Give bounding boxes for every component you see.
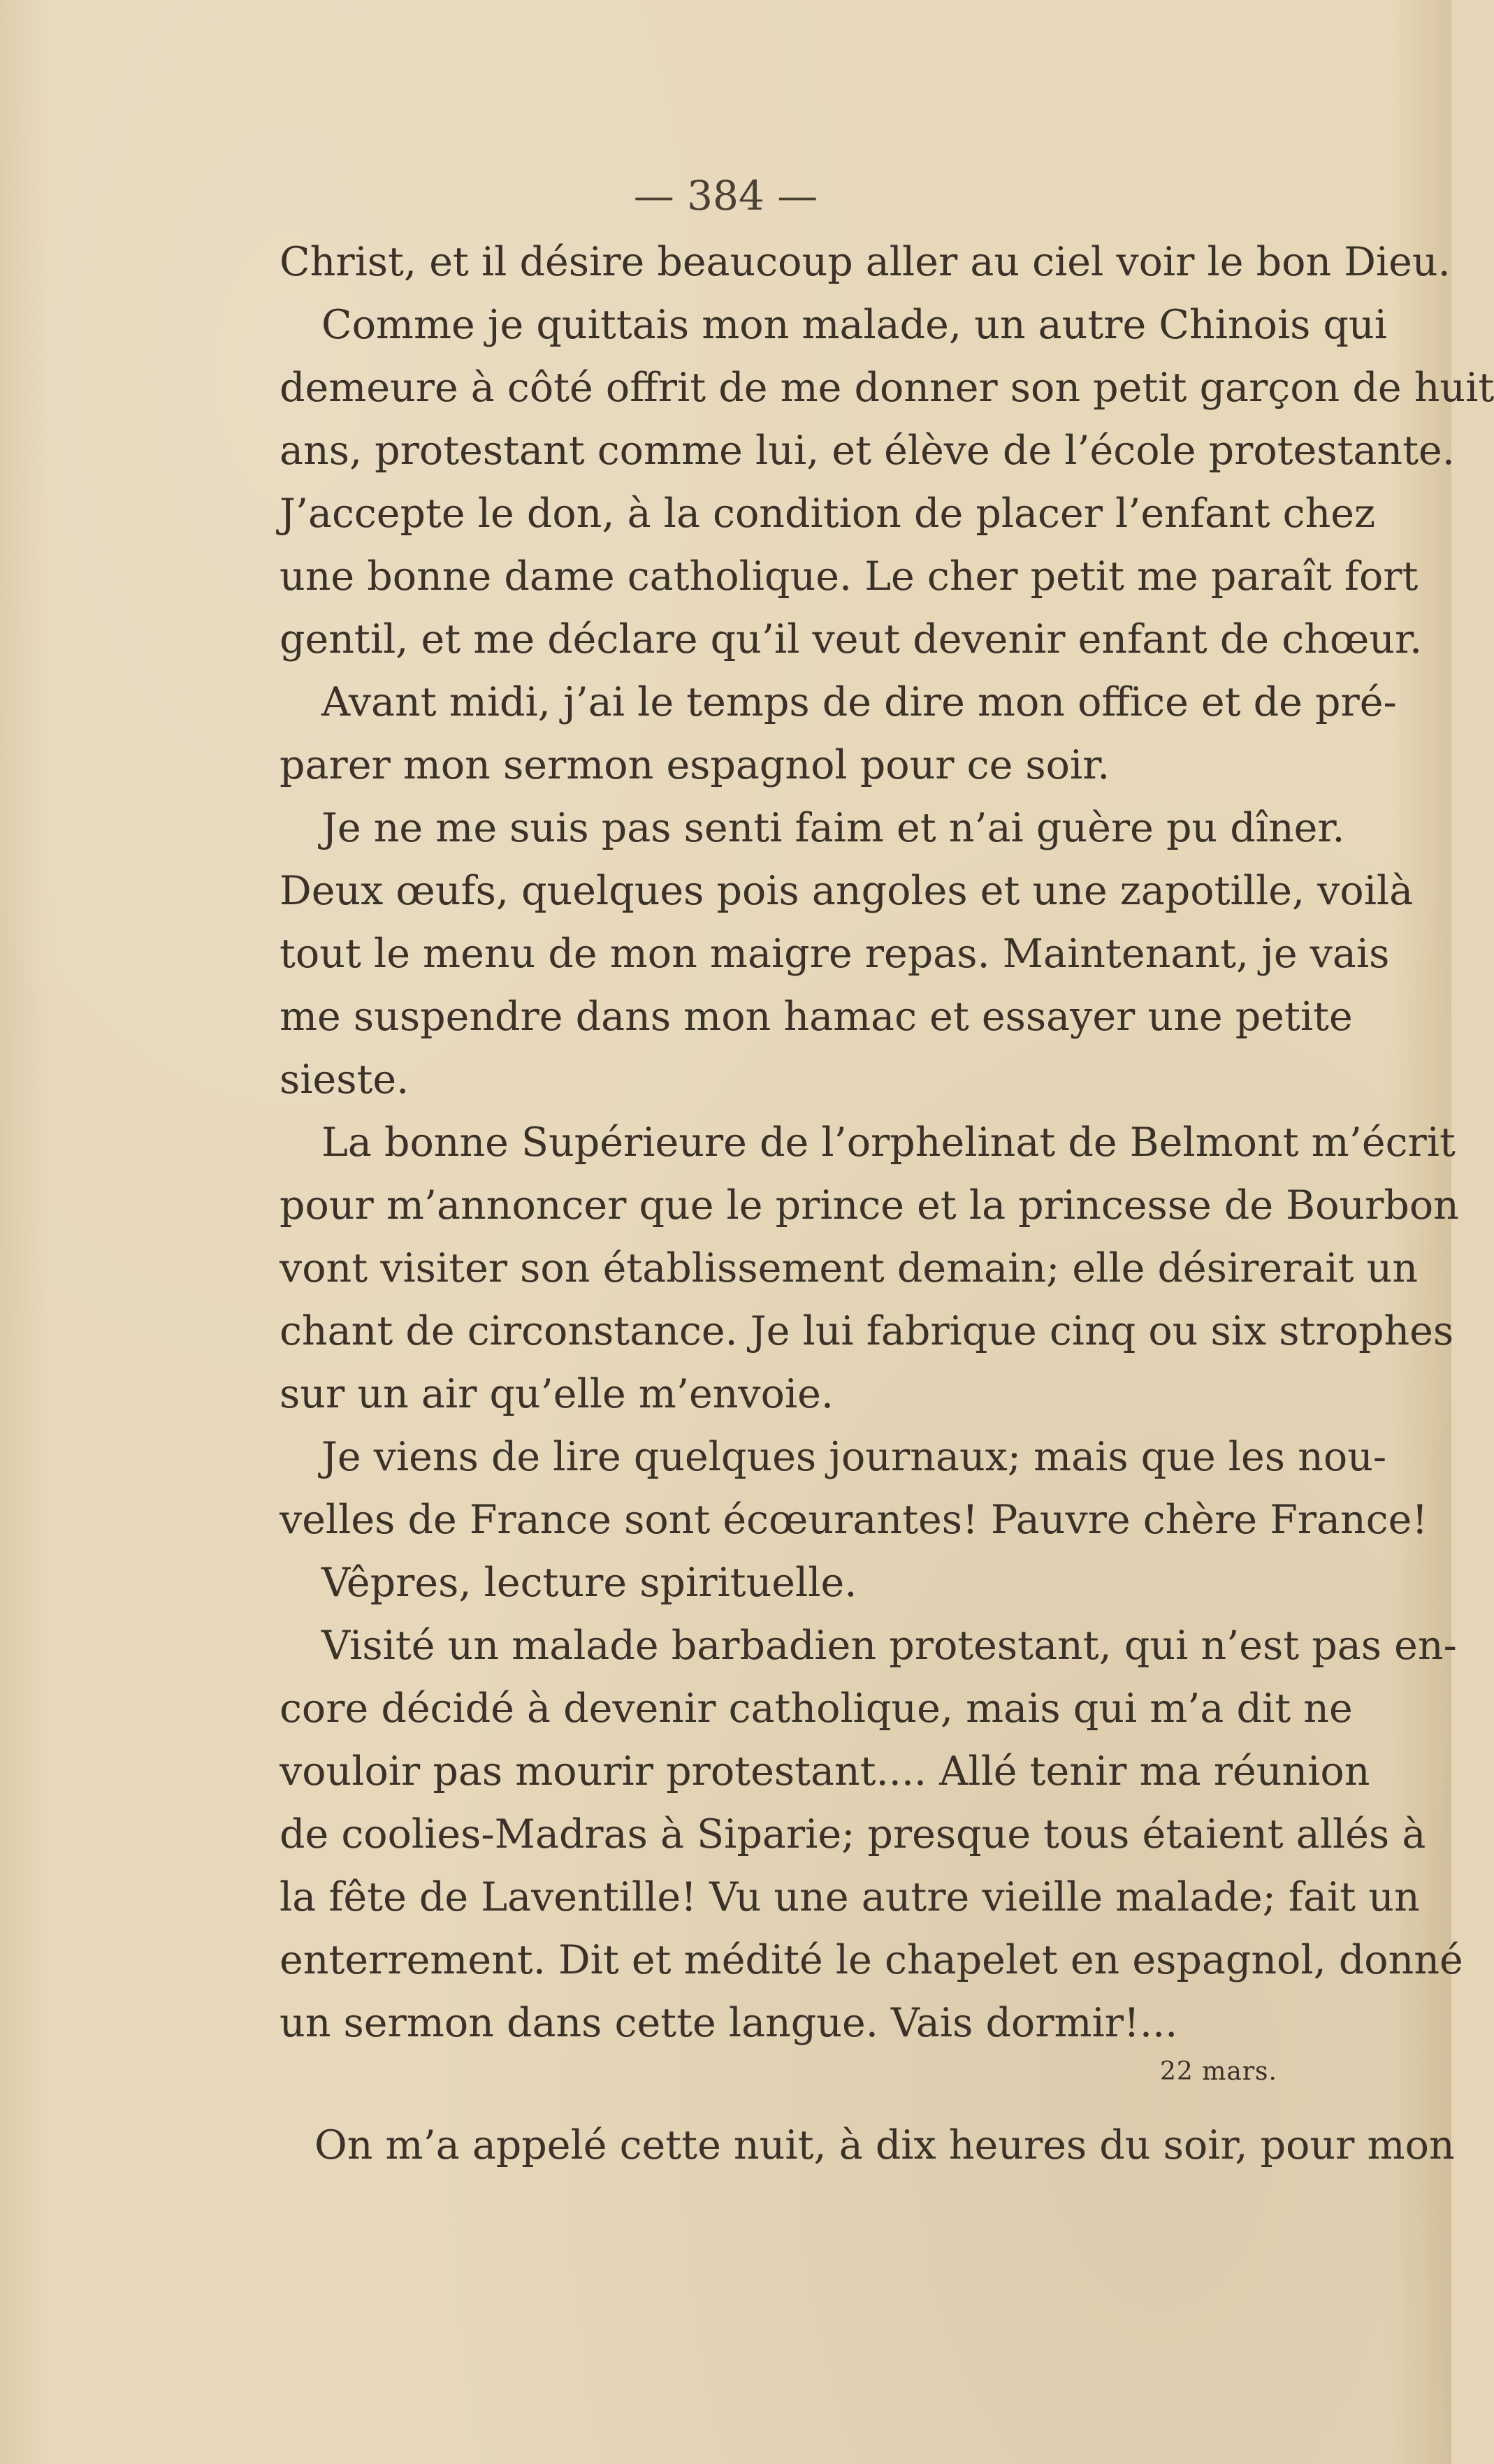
paragraph-3: [280, 671, 1397, 797]
paragraph-5: [280, 1111, 1459, 1426]
text-line: gentil, et me déclare qu’il veut devenir enfant de chœur.: [280, 616, 1423, 662]
paragraph-6: [280, 1426, 1428, 1551]
text-line: de coolies-Madras à Siparie; presque tous étaient allés à: [280, 1811, 1426, 1857]
continued-text-line: On m’a appelé cette nuit, à dix heures du soir, pour mon: [314, 2122, 1455, 2168]
body-text: [280, 231, 1494, 2054]
text-line: parer mon sermon espagnol pour ce soir.: [280, 742, 1110, 788]
text-line: me suspendre dans mon hamac et essayer une petite: [280, 994, 1353, 1040]
text-line: Je ne me suis pas senti faim et n’ai guère pu dîner.: [321, 805, 1345, 851]
text-line: pour m’annoncer que le prince et la princesse de Bourbon: [280, 1182, 1459, 1229]
text-line: La bonne Supérieure de l’orphelinat de Belmont m’écrit: [321, 1119, 1456, 1166]
page-number: — 384 —: [633, 172, 818, 219]
text-line: enterrement. Dit et médité le chapelet en espagnol, donné: [280, 1937, 1463, 1983]
text-line: J’accepte le don, à la condition de placer l’enfant chez: [280, 491, 1376, 537]
text-line: chant de circonstance. Je lui fabrique cinq ou six strophes: [280, 1308, 1454, 1354]
text-line: vouloir pas mourir protestant.... Allé tenir ma réunion: [280, 1748, 1370, 1795]
text-line: Christ, et il désire beaucoup aller au ciel voir le bon Dieu.: [280, 239, 1451, 285]
text-line: Je viens de lire quelques journaux; mais que les nou-: [321, 1434, 1387, 1480]
text-line: Vêpres, lecture spirituelle.: [321, 1560, 857, 1606]
text-line: sieste.: [280, 1057, 409, 1103]
paragraph-1: [280, 231, 1451, 293]
text-line: tout le menu de mon maigre repas. Maintenant, je vais: [280, 931, 1390, 977]
text-line: un sermon dans cette langue. Vais dormir!...: [280, 2000, 1178, 2046]
text-line: demeure à côté offrit de me donner son petit garçon de huit: [280, 365, 1494, 411]
text-line: Avant midi, j’ai le temps de dire mon office et de pré-: [321, 679, 1397, 725]
text-line: core décidé à devenir catholique, mais qui m’a dit ne: [280, 1686, 1353, 1732]
text-line: Comme je quittais mon malade, un autre Chinois qui: [321, 302, 1387, 348]
text-line: Deux œufs, quelques pois angoles et une zapotille, voilà: [280, 868, 1414, 914]
paragraph-8: [280, 1614, 1463, 2054]
text-line: vont visiter son établissement demain; elle désirerait un: [280, 1245, 1419, 1291]
date-heading: 22 mars.: [1160, 2057, 1277, 2086]
text-line: Visité un malade barbadien protestant, qui n’est pas en-: [321, 1623, 1457, 1669]
text-line: ans, protestant comme lui, et élève de l’école protestante.: [280, 428, 1455, 474]
text-line: la fête de Laventille! Vu une autre vieille malade; fait un: [280, 1874, 1420, 1920]
paragraph-2: [280, 293, 1494, 671]
text-line: velles de France sont écœurantes! Pauvre chère France!: [280, 1497, 1428, 1543]
text-line: sur un air qu’elle m’envoie.: [280, 1371, 834, 1417]
paragraph-7: [280, 1551, 1370, 1614]
text-line: une bonne dame catholique. Le cher petit me paraît fort: [280, 553, 1419, 600]
paragraph-4: [280, 797, 1414, 1111]
